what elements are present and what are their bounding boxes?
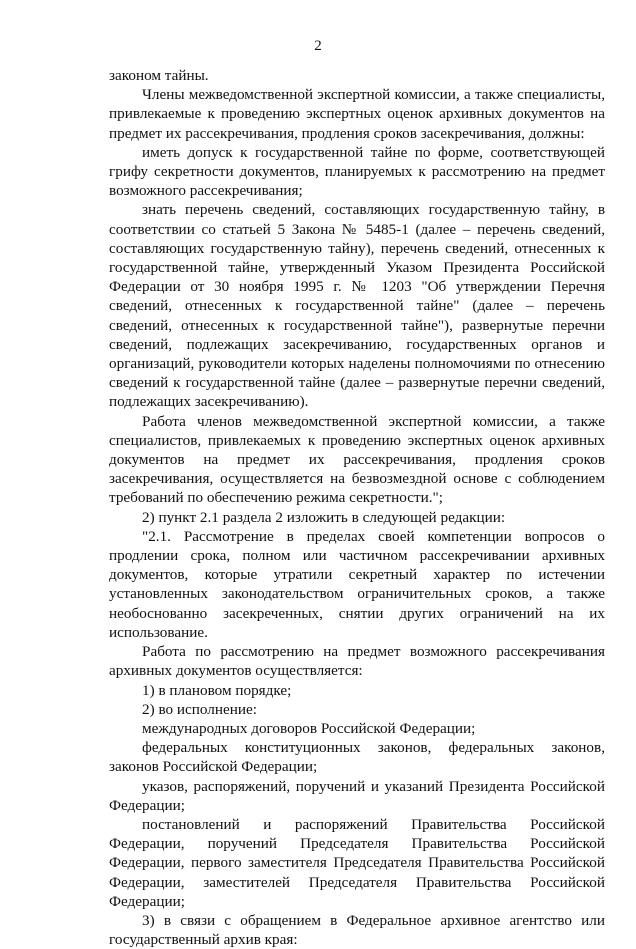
paragraph-continuation: законом тайны. — [109, 67, 209, 84]
paragraph-review-grounds: Работа по рассмотрению на предмет возможного рассекречивания архивных документов осуществляется: — [109, 643, 605, 680]
paragraph-know-lists: знать перечень сведений, составляющих государственную тайну, в соответствии со статьей 5 Закона № 5485-1 (далее – перечень сведений, составляющих государственную тайну), перечень сведений, отнесенных к государственной тайне, утвержденный Указом Президента Российской Федерации от 30 ноября 1995 г. № 1203 "Об утверждении Перечня сведений, отнесенных к государственной тайне" (далее – перечень сведений, отнесенных к государственной тайне"), развернутые перечни сведений, подлежащих засекречиванию, государственных органов и организаций, руководители которых наделены полномочиями по отнесению сведений к государственной тайне (далее – развернутые перечни сведений, подлежащих засекречиванию). — [109, 201, 605, 411]
paragraph-clearance: иметь допуск к государственной тайне по форме, соответствующей грифу секретности документов, планируемых к рассмотрению на предмет возможного рассекречивания; — [109, 143, 605, 200]
page-number: 2 — [314, 38, 322, 54]
paragraph-amendment-2: 2) пункт 2.1 раздела 2 изложить в следующей редакции: — [142, 508, 506, 526]
list-item-execution: 2) во исполнение: — [142, 700, 257, 718]
paragraph-commission-members: Члены межведомственной экспертной комиссии, а также специалисты, привлекаемые к проведению экспертных оценок архивных документов на предмет их рассекречивания, продления сроков засекречивания, должны: — [109, 86, 605, 142]
list-item-laws: федеральных конституционных законов, федеральных законов, законов Российской Федерации; — [109, 739, 605, 776]
paragraph-clause-2-1: "2.1. Рассмотрение в пределах своей компетенции вопросов о продлении срока, полном или частичном рассекречивании архивных документов, которые утратили секретный характер по истечении установленных законодательством ограничительных сроков, а также необоснованно засекреченных, снятии других ограничений на их использование. — [109, 527, 605, 641]
list-item-treaties: международных договоров Российской Федерации; — [142, 719, 476, 737]
document-body — [109, 66, 605, 949]
list-item-planned: 1) в плановом порядке; — [142, 681, 292, 699]
list-item-decrees: указов, распоряжений, поручений и указаний Президента Российской Федерации; — [109, 777, 605, 814]
list-item-appeal: 3) в связи с обращением в Федеральное архивное агентство или государственный архив края: — [109, 911, 605, 949]
list-item-government-acts: постановлений и распоряжений Правительства Российской Федерации, поручений Председателя Правительства Российской Федерации, первого заместителя Председателя Правительства Российской Федерации, заместителей Председателя Правительства Российской Федерации; — [109, 815, 605, 910]
paragraph-work-basis: Работа членов межведомственной экспертной комиссии, а также специалистов, привлекаемых к проведению экспертных оценок архивных документов на предмет их рассекречивания, продления сроков засекречивания, осуществляется на безвозмездной основе с соблюдением требований по обеспечению режима секретности."; — [109, 412, 605, 507]
